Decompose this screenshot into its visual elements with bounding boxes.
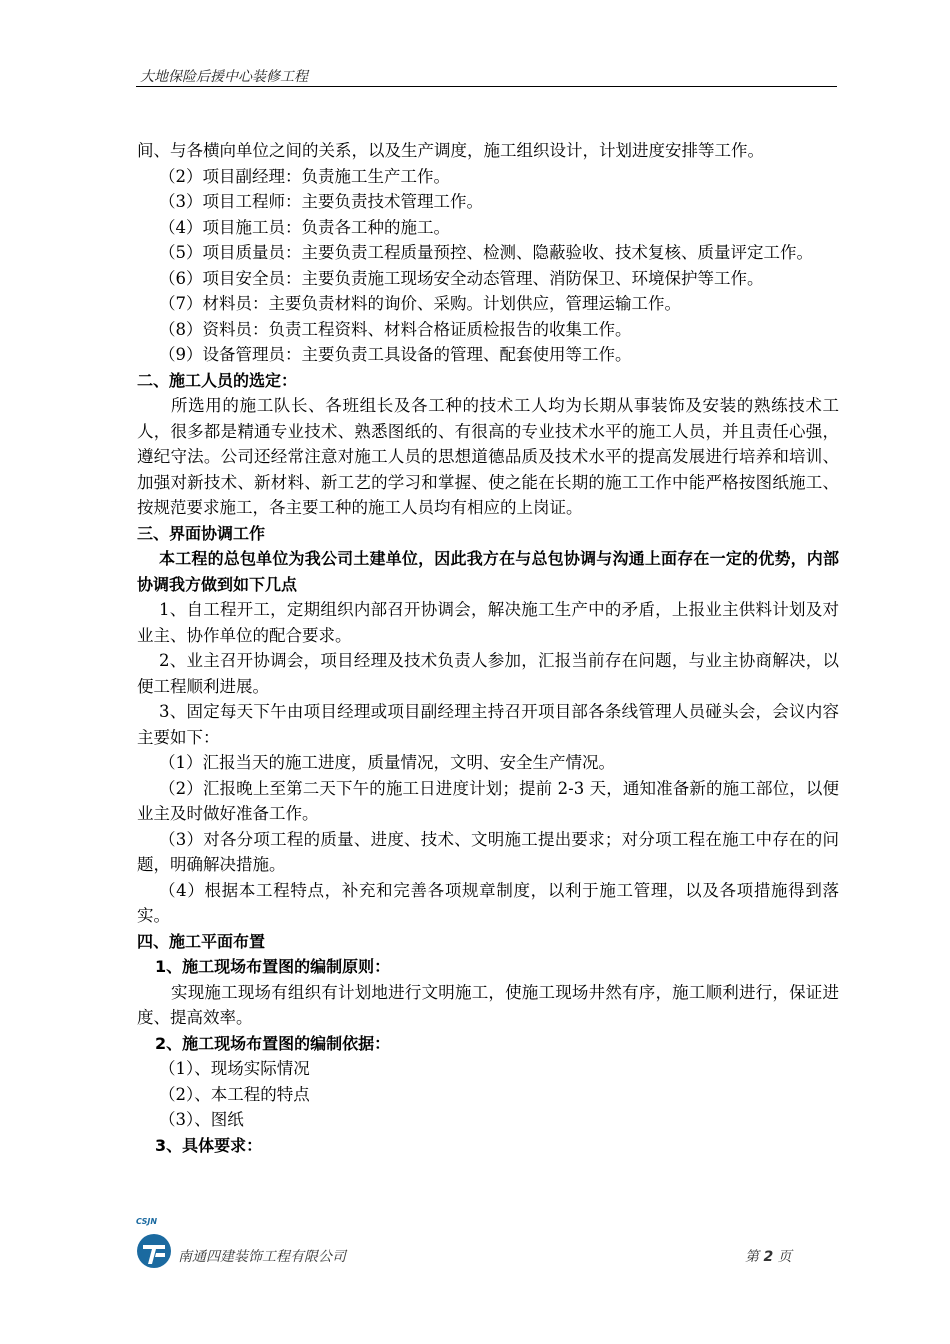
paragraph: （8）资料员：负责工程资料、材料合格证质检报告的收集工作。 [159,319,632,339]
paragraph: （2）汇报晚上至第二天下午的施工日进度计划；提前 2-3 天，通知准备新的施工部位，以便业主及时做好准备工作。 [137,778,839,823]
header-title: 大地保险后援中心装修工程 [140,69,308,85]
paragraph: 间、与各横向单位之间的关系，以及生产调度，施工组织设计，计划进度安排等工作。 [137,141,764,160]
paragraph: （7）材料员：主要负责材料的询价、采购。计划供应，管理运输工作。 [159,294,681,313]
paragraph: （3）项目工程师：主要负责技术管理工作。 [159,192,483,211]
section-heading: 3、具体要求： [155,1135,263,1155]
section-heading: 四、施工平面布置 [137,931,266,951]
paragraph: （4）项目施工员：负责各工种的施工。 [159,217,450,237]
paragraph: （4）根据本工程特点，补充和完善各项规章制度，以利于施工管理，以及各项措施得到落实。 [137,880,839,925]
page-number [745,1246,792,1266]
paragraph: （3）对各分项工程的质量、进度、技术、文明施工提出要求；对分项工程在施工中存在的问题，明确解决措施。 [137,829,839,874]
paragraph: （3）、图纸 [159,1110,244,1129]
page-prefix: 第 [745,1249,759,1265]
paragraph: （9）设备管理员：主要负责工具设备的管理、配套使用等工作。 [159,345,632,364]
section-heading: 2、施工现场布置图的编制依据： [155,1033,391,1053]
section-heading: 本工程的总包单位为我公司土建单位，因此我方在与总包协调与沟通上面存在一定的优势，内部协调我方做到如下几点 [137,549,839,594]
paragraph: （2）、本工程的特点 [159,1084,310,1104]
paragraph: 2、业主召开协调会，项目经理及技术负责人参加，汇报当前存在问题，与业主协商解决，以便工程顺利进展。 [137,651,839,696]
paragraph: （6）项目安全员：主要负责施工现场安全动态管理、消防保卫、环境保护等工作。 [159,268,764,288]
paragraph: 1、自工程开工，定期组织内部召开协调会，解决施工生产中的矛盾，上报业主供料计划及对业主、协作单位的配合要求。 [137,600,839,645]
paragraph: （5）项目质量员：主要负责工程质量预控、检测、隐蔽验收、技术复核、质量评定工作。 [159,243,813,262]
paragraph: （2）项目副经理：负责施工生产工作。 [159,166,450,186]
section-heading: 1、施工现场布置图的编制原则： [155,957,391,976]
paragraph: （1）汇报当天的施工进度，质量情况，文明、安全生产情况。 [159,753,615,772]
paragraph: 所选用的施工队长、各班组长及各工种的技术工人均为长期从事装饰及安装的熟练技术工人，很多都是精通专业技术、熟悉图纸的、有很高的专业技术水平的施工人员，并且责任心强，遵纪守法。公司还经常注意对施工人员的思想道德品质及技术水平的提高发展进行培养和培训、加强对新技术、新材料、新工艺的学习和掌握、使之能在长期的施工工作中能严格按图纸施工、按规范要求施工，各主要工种的施工人员均有相应的上岗证。 [137,396,839,517]
paragraph: （1）、现场实际情况 [159,1059,310,1078]
section-heading: 三、界面协调工作 [137,523,266,543]
paragraph: 实现施工现场有组织有计划地进行文明施工，使施工现场井然有序，施工顺利进行，保证进度、提高效率。 [137,982,839,1027]
paragraph: 3、固定每天下午由项目经理或项目副经理主持召开项目部各条线管理人员碰头会，会议内容主要如下： [137,702,839,747]
section-heading: 二、施工人员的选定： [137,370,298,390]
footer-company: 南通四建装饰工程有限公司 [178,1249,346,1265]
logo-text: CSJN [136,1217,158,1226]
company-logo-icon [134,1215,174,1271]
document-body [137,138,839,1158]
page-number-value: 2 [763,1249,774,1265]
page-suffix: 页 [777,1249,792,1265]
header-rule [136,86,837,87]
